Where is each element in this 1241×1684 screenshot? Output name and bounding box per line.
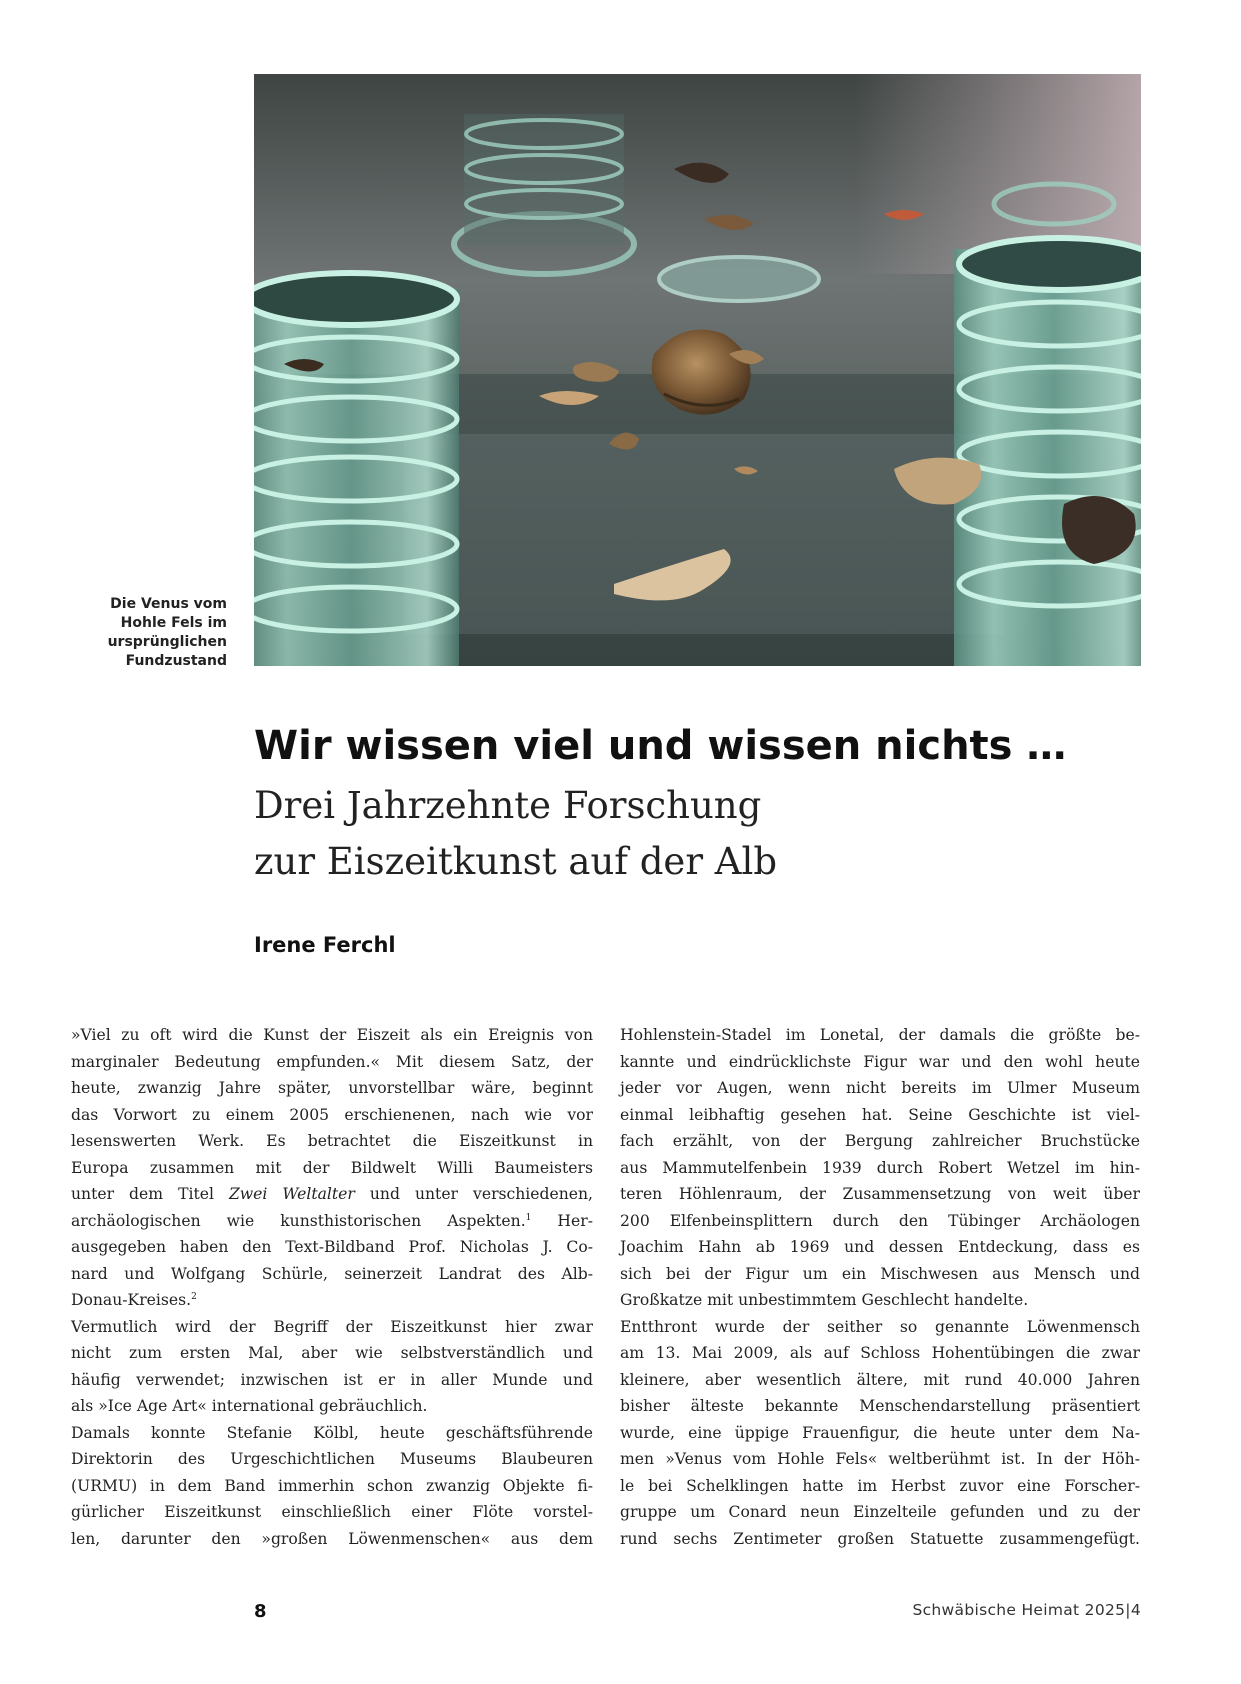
- body-column-right: [620, 1022, 1140, 1552]
- text-line: wurde, eine üppige Frauenfigur, die heute unter dem Na-: [620, 1423, 1140, 1442]
- text-line: als »Ice Age Art« international gebräuchlich.: [71, 1397, 428, 1415]
- article-subheadline: [254, 778, 777, 890]
- paragraph: [71, 1022, 593, 1314]
- text-line: Großkatze mit unbestimmtem Geschlecht handelte.: [620, 1291, 1029, 1309]
- footnote-ref: 1: [525, 1212, 532, 1223]
- text-line: häufig verwendet; inzwischen ist er in aller Munde und: [71, 1370, 593, 1389]
- text-line: jeder vor Augen, wenn nicht bereits im Ulmer Museum: [620, 1079, 1140, 1097]
- text-fragment: Donau-Kreises.: [71, 1291, 192, 1309]
- article-photo: [254, 74, 1141, 666]
- text-line: len, darunter den »großen Löwenmenschen« aus dem: [71, 1529, 593, 1548]
- page-number: 8: [254, 1601, 267, 1622]
- text-line: das Vorwort zu einem 2005 erschienenen, nach wie vor: [71, 1105, 593, 1124]
- text-line: sich bei der Figur um ein Mischwesen aus Mensch und: [620, 1264, 1140, 1283]
- text-line: Entthront wurde der seither so genannte Löwenmensch: [620, 1317, 1140, 1336]
- text-fragment: archäologischen wie kunsthistorischen Aspekten.: [71, 1211, 526, 1230]
- book-title: Zwei Weltalter: [228, 1185, 355, 1203]
- text-fragment: unter dem Titel: [71, 1185, 229, 1203]
- text-line: Vermutlich wird der Begriff der Eiszeitkunst hier zwar: [71, 1317, 593, 1336]
- text-line: Damals konnte Stefanie Kölbl, heute geschäftsführende: [71, 1423, 593, 1442]
- caption-line: Hohle Fels im: [120, 615, 227, 631]
- paragraph: [71, 1314, 593, 1420]
- text-line: Direktorin des Urgeschichtlichen Museums Blaubeuren: [71, 1450, 593, 1468]
- text-fragment: Her-: [557, 1211, 593, 1230]
- text-line: fach erzählt, von der Bergung zahlreicher Bruchstücke: [620, 1132, 1140, 1150]
- text-line: »Viel zu oft wird die Kunst der Eiszeit als ein Ereignis von: [71, 1026, 593, 1044]
- subhead-line: zur Eiszeitkunst auf der Alb: [254, 840, 778, 883]
- text-line: lesenswerten Werk. Es betrachtet die Eiszeitkunst in: [71, 1132, 593, 1150]
- author-name: Irene Ferchl: [254, 933, 396, 957]
- text-line: Hohlenstein-Stadel im Lonetal, der damals die größte be-: [620, 1026, 1140, 1044]
- text-fragment: und unter verschiedenen,: [369, 1185, 593, 1203]
- text-line: am 13. Mai 2009, als auf Schloss Hohentübingen die zwar: [620, 1344, 1140, 1362]
- text-line: [71, 1287, 593, 1314]
- photo-caption: [60, 595, 227, 671]
- paragraph: [620, 1314, 1140, 1553]
- text-line: kleinere, aber wesentlich ältere, mit rund 40.000 Jahren: [620, 1370, 1140, 1389]
- text-line: rund sechs Zentimeter großen Statuette zusammengefügt.: [620, 1529, 1140, 1548]
- text-line: (URMU) in dem Band immerhin schon zwanzig Objekte fi-: [71, 1476, 593, 1495]
- paragraph: [71, 1420, 593, 1553]
- text-line: bisher älteste bekannte Menschendarstellung präsentiert: [620, 1397, 1140, 1415]
- text-line: Joachim Hahn ab 1969 und dessen Entdeckung, dass es: [620, 1238, 1140, 1256]
- text-line: 200 Elfenbeinsplittern durch den Tübinger Archäologen: [620, 1211, 1140, 1230]
- text-line: gürlicher Eiszeitkunst einschließlich einer Flöte vorstel-: [71, 1503, 593, 1521]
- text-line: aus Mammutelfenbein 1939 durch Robert Wetzel im hin-: [620, 1158, 1140, 1177]
- text-line: le bei Schelklingen hatte im Herbst zuvor eine Forscher-: [620, 1476, 1140, 1495]
- body-column-left: [71, 1022, 593, 1552]
- photo-museum-display: [254, 74, 1141, 666]
- text-line: [71, 1208, 593, 1235]
- caption-line: Die Venus vom: [110, 596, 227, 612]
- journal-issue: Schwäbische Heimat 2025|4: [912, 1601, 1141, 1619]
- caption-line: ursprünglichen: [107, 634, 227, 650]
- text-line: kannte und eindrücklichste Figur war und den wohl heute: [620, 1052, 1140, 1071]
- subhead-line: Drei Jahrzehnte Forschung: [254, 784, 762, 827]
- text-line: gruppe um Conard neun Einzelteile gefunden und zu der: [620, 1503, 1140, 1521]
- text-line: marginaler Bedeutung empfunden.« Mit diesem Satz, der: [71, 1052, 593, 1071]
- caption-line: Fundzustand: [125, 653, 227, 669]
- text-line: einmal leibhaftig gesehen hat. Seine Geschichte ist viel-: [620, 1105, 1140, 1124]
- text-line: nicht zum ersten Mal, aber wie selbstverständlich und: [71, 1344, 593, 1362]
- text-line: [71, 1181, 593, 1208]
- text-line: Europa zusammen mit der Bildwelt Willi Baumeisters: [71, 1158, 593, 1177]
- text-line: teren Höhlenraum, der Zusammensetzung von weit über: [620, 1185, 1140, 1203]
- text-line: heute, zwanzig Jahre später, unvorstellbar wäre, beginnt: [71, 1079, 593, 1097]
- text-line: men »Venus vom Hohle Fels« weltberühmt ist. In der Höh-: [620, 1450, 1140, 1468]
- paragraph: [620, 1022, 1140, 1314]
- text-line: ausgegeben haben den Text-Bildband Prof. Nicholas J. Co-: [71, 1238, 593, 1256]
- article-headline: Wir wissen viel und wissen nichts …: [254, 723, 1067, 769]
- footnote-ref: 2: [191, 1291, 197, 1302]
- text-line: nard und Wolfgang Schürle, seinerzeit Landrat des Alb-: [71, 1264, 593, 1283]
